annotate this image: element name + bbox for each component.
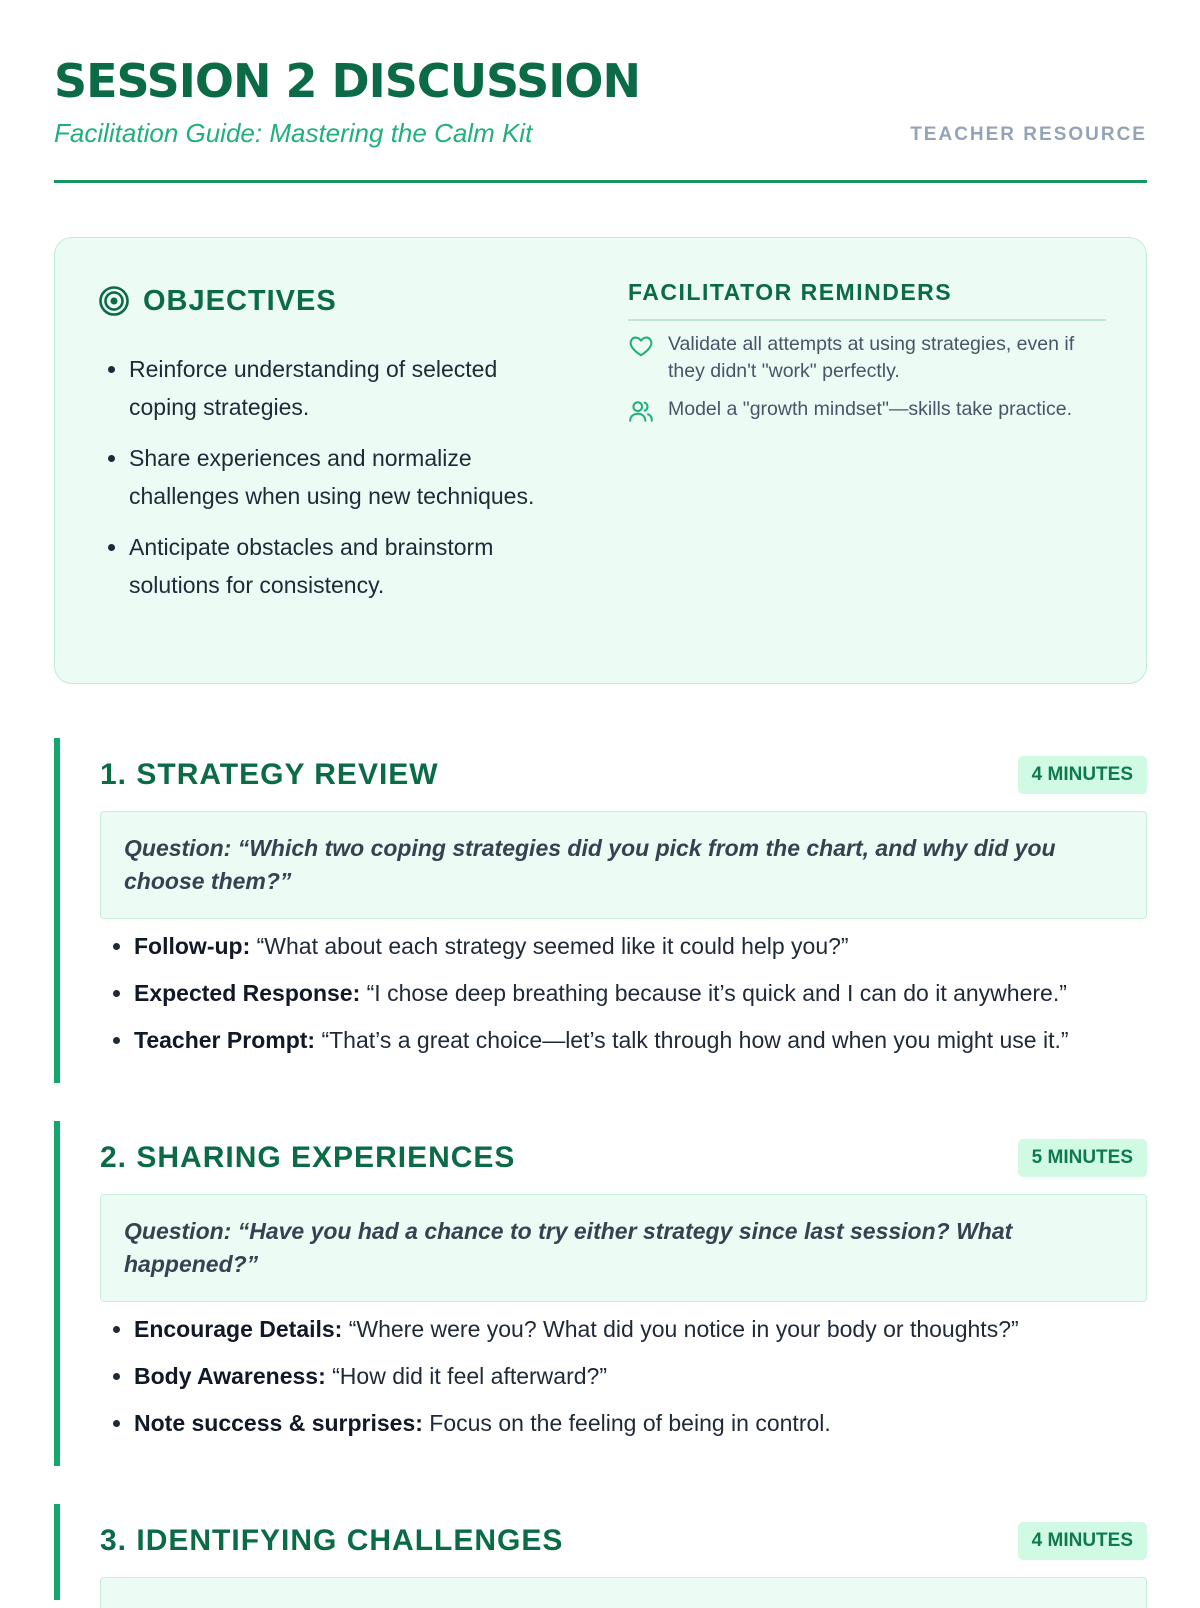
target-icon [98, 285, 130, 317]
prompt-label: Follow-up: [134, 933, 251, 959]
list-item [134, 1024, 1174, 1057]
duration-badge: 4 MINUTES [1018, 756, 1147, 794]
reminders-title: FACILITATOR REMINDERS [628, 279, 953, 305]
question-box [100, 1577, 1147, 1608]
objectives-list [101, 350, 569, 617]
section-sharing-experiences [54, 1121, 1147, 1466]
prompt-label: Expected Response: [134, 980, 361, 1006]
section-accent-bar [54, 1121, 60, 1466]
section-accent-bar [54, 738, 60, 1083]
prompt-label: Note success & surprises: [134, 1410, 423, 1436]
reminders-divider [628, 319, 1106, 321]
reminder-text: Validate all attempts at using strategies, even if they didn't "work" perfectly. [668, 333, 1075, 382]
prompt-text: “I chose deep breathing because it’s quick and I can do it anywhere.” [366, 980, 1067, 1006]
reminder-text: Model a "growth mindset"—skills take practice. [668, 398, 1072, 420]
question-box [100, 1194, 1147, 1302]
prompt-text: Focus on the feeling of being in control. [429, 1410, 831, 1436]
prompt-label: Teacher Prompt: [134, 1027, 316, 1053]
prompt-list [106, 930, 1174, 1071]
list-item [134, 1313, 1174, 1346]
objective-item: • Reinforce understanding of selected coping strategies. [129, 350, 569, 426]
prompt-text: “That’s a great choice—let’s talk through how and when you might use it.” [321, 1027, 1069, 1053]
objectives-title: OBJECTIVES [143, 285, 337, 317]
resource-tag: TEACHER RESOURCE [910, 124, 1147, 145]
objective-item: • Anticipate obstacles and brainstorm solutions for consistency. [129, 528, 569, 604]
section-strategy-review [54, 738, 1147, 1083]
duration-badge: 5 MINUTES [1018, 1139, 1147, 1177]
header-divider [54, 180, 1147, 183]
page-subtitle: Facilitation Guide: Mastering the Calm Kit [54, 118, 533, 148]
section-identifying-challenges [54, 1504, 1147, 1600]
heart-icon [628, 333, 654, 359]
section-title: 2. SHARING EXPERIENCES [100, 1141, 516, 1174]
prompt-list [106, 1313, 1174, 1454]
question-box [100, 811, 1147, 919]
list-item [134, 930, 1174, 963]
section-title: 3. IDENTIFYING CHALLENGES [100, 1524, 564, 1557]
list-item [134, 977, 1174, 1010]
list-item [134, 1360, 1174, 1393]
prompt-text: “Where were you? What did you notice in your body or thoughts?” [348, 1316, 1019, 1342]
question-text: Question: “Which two coping strategies did you pick from the chart, and why did you choose them?” [124, 835, 1056, 894]
section-title: 1. STRATEGY REVIEW [100, 758, 439, 791]
users-icon [628, 398, 654, 424]
page-title: SESSION 2 DISCUSSION [54, 54, 640, 108]
objective-item: • Share experiences and normalize challenges when using new techniques. [129, 439, 569, 515]
prompt-text: “What about each strategy seemed like it could help you?” [256, 933, 849, 959]
section-accent-bar [54, 1504, 60, 1600]
objectives-card [54, 237, 1147, 684]
list-item [134, 1407, 1174, 1440]
duration-badge: 4 MINUTES [1018, 1522, 1147, 1560]
question-text: Question: “Have you had a chance to try either strategy since last session? What happened?” [124, 1218, 1013, 1277]
prompt-text: “How did it feel afterward?” [332, 1363, 607, 1389]
prompt-label: Body Awareness: [134, 1363, 326, 1389]
prompt-label: Encourage Details: [134, 1316, 343, 1342]
